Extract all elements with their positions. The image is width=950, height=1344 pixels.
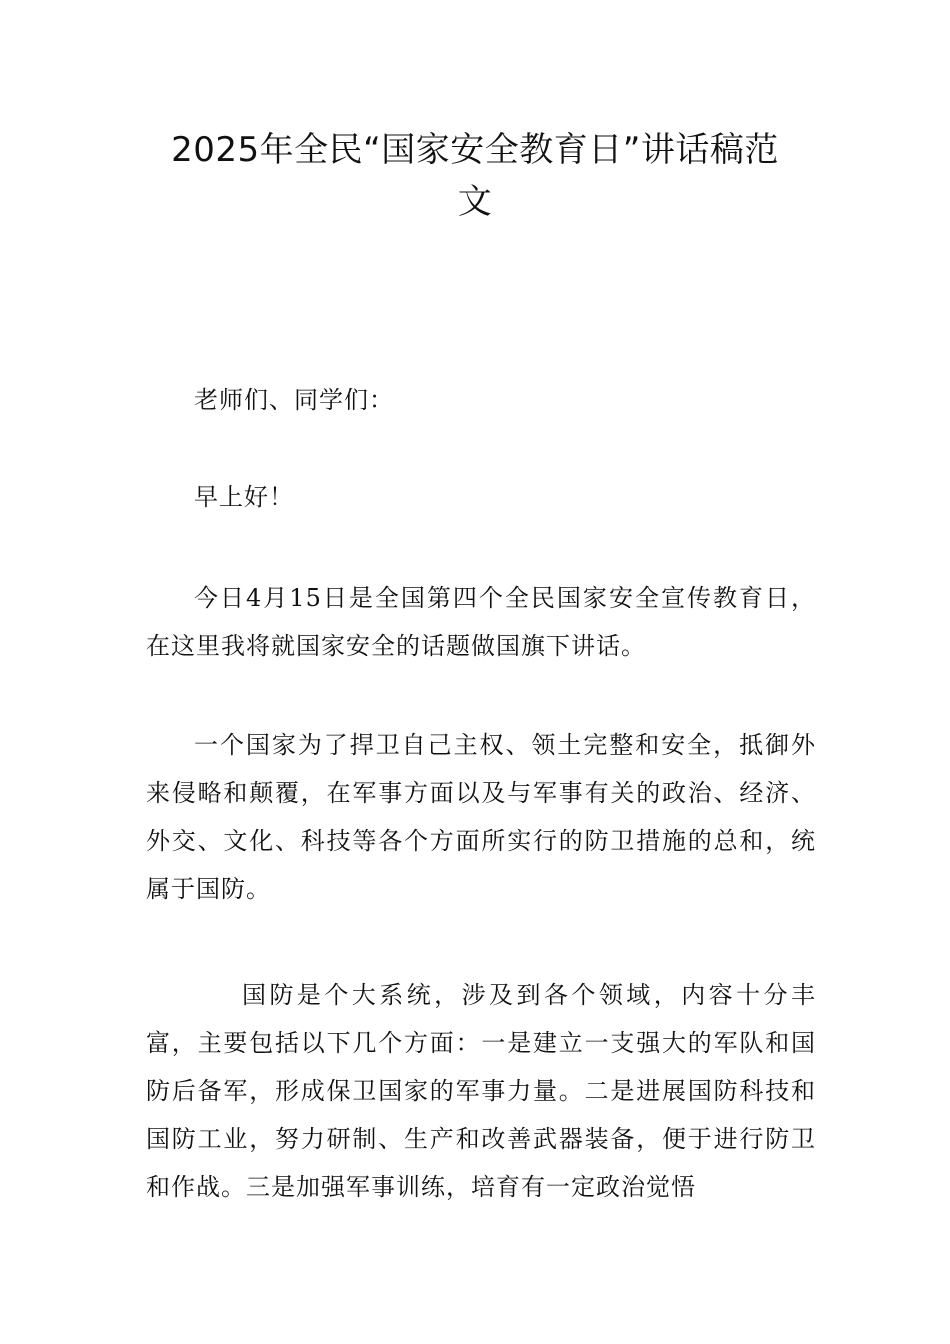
paragraph: 国防是个大系统，涉及到各个领域，内容十分丰富，主要包括以下几个方面：一是建立一支强大的军队和国防后备军，形成保卫国家的军事力量。二是进展国防科技和国防工业，努力研制、生产和改善武器装备，便于进行防卫和作战。三是加强军事训练，培育有一定政治觉悟 — [146, 981, 816, 1201]
salutation: 老师们、同学们： — [194, 386, 394, 414]
title-line-1: 2025年全民“国家安全教育日”讲话稿范 — [171, 130, 779, 170]
document-title — [140, 124, 810, 228]
paragraph: 今日4月15日是全国第四个全民国家安全宣传教育日，在这里我将就国家安全的话题做国旗下讲话。 — [146, 584, 816, 660]
paragraph: 一个国家为了捍卫自己主权、领土完整和安全，抵御外来侵略和颠覆，在军事方面以及与军事有关的政治、经济、外交、文化、科技等各个方面所实行的防卫措施的总和，统属于国防。 — [146, 731, 816, 903]
title-line-2: 文 — [457, 182, 493, 222]
greeting: 早上好！ — [194, 483, 294, 511]
